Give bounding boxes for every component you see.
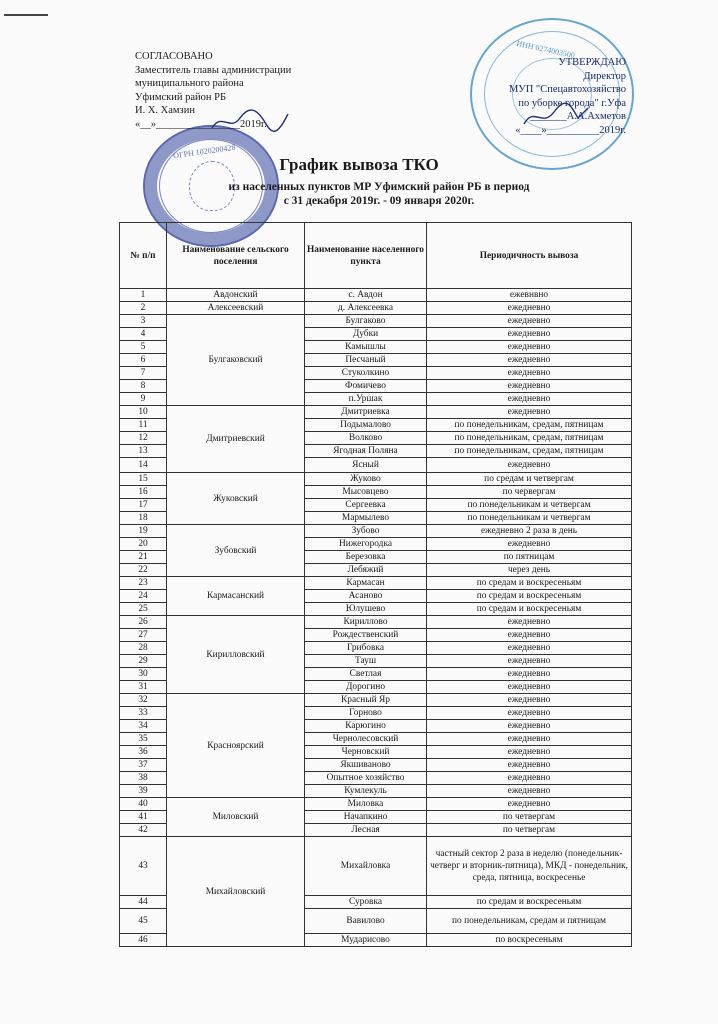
collection-frequency: ежедневно <box>427 733 632 746</box>
confirmation-heading: УТВЕРЖДАЮ <box>558 57 626 68</box>
locality-name: п.Уршак <box>305 393 427 406</box>
table-row <box>120 289 632 302</box>
schedule-table <box>119 222 632 947</box>
confirmation-position-line2: МУП "Спецавтохозяйство <box>508 84 626 96</box>
settlement-name: Кармасанский <box>167 577 305 616</box>
collection-frequency: ежедневно <box>427 458 632 473</box>
collection-frequency: по понедельникам, средам, пятницам <box>427 432 632 445</box>
collection-frequency: по средам и воскресеньям <box>427 896 632 909</box>
settlement-name: Жуковский <box>167 473 305 525</box>
subtitle-line1: из населенных пунктов МР Уфимский район РБ в период <box>228 181 530 193</box>
row-number: 37 <box>120 759 167 772</box>
settlement-name: Кирилловский <box>167 616 305 694</box>
row-number: 26 <box>120 616 167 629</box>
collection-frequency: ежедневно <box>427 380 632 393</box>
collection-frequency: по червергам <box>427 486 632 499</box>
row-number: 12 <box>120 432 167 445</box>
locality-name: Мармылево <box>305 512 427 525</box>
locality-name: Волково <box>305 432 427 445</box>
table-header-row <box>120 223 632 289</box>
row-number: 18 <box>120 512 167 525</box>
row-number: 7 <box>120 367 167 380</box>
table-row <box>120 473 632 486</box>
settlement-name: Авдонский <box>167 289 305 302</box>
collection-frequency: по четвергам <box>427 824 632 837</box>
confirmation-block <box>509 56 626 138</box>
seal-number: ОГРН 1020200428 <box>172 142 236 161</box>
collection-frequency: ежедневно <box>427 406 632 419</box>
row-number: 21 <box>120 551 167 564</box>
row-number: 9 <box>120 393 167 406</box>
locality-name: Ягодная Поляна <box>305 445 427 458</box>
collection-frequency: ежедневно <box>427 642 632 655</box>
collection-frequency: по средам и воскресеньям <box>427 590 632 603</box>
collection-frequency: через день <box>427 564 632 577</box>
seal-number: ИНН 0274003500 <box>515 38 576 61</box>
header-settlement: Наименование сельского поселения <box>167 223 305 289</box>
row-number: 10 <box>120 406 167 419</box>
settlement-name: Миловский <box>167 798 305 837</box>
locality-name: Черновский <box>305 746 427 759</box>
locality-name: Карюгино <box>305 720 427 733</box>
locality-name: Тауш <box>305 655 427 668</box>
collection-frequency: ежедневно <box>427 328 632 341</box>
locality-name: Миловка <box>305 798 427 811</box>
collection-frequency: ежедневно <box>427 785 632 798</box>
row-number: 8 <box>120 380 167 393</box>
table-row <box>120 837 632 896</box>
collection-frequency: по понедельникам, средам, пятницам <box>427 419 632 432</box>
row-number: 13 <box>120 445 167 458</box>
row-number: 23 <box>120 577 167 590</box>
row-number: 33 <box>120 707 167 720</box>
collection-frequency: по средам и воскресеньям <box>427 603 632 616</box>
collection-frequency: ежедневно <box>427 341 632 354</box>
table-body <box>120 289 632 947</box>
header-locality: Наименование населенного пункта <box>305 223 427 289</box>
locality-name: Кириллово <box>305 616 427 629</box>
locality-name: Мударисово <box>305 934 427 947</box>
locality-name: Чернолесовский <box>305 733 427 746</box>
collection-frequency: по четвергам <box>427 811 632 824</box>
locality-name: Юлушево <box>305 603 427 616</box>
confirmation-name: _______А.А.Ахметов <box>530 111 626 123</box>
collection-frequency: по средам и воскресеньям <box>427 577 632 590</box>
corner-mark <box>4 14 48 16</box>
row-number: 6 <box>120 354 167 367</box>
locality-name: Дорогино <box>305 681 427 694</box>
collection-frequency: ежедневно <box>427 798 632 811</box>
table-row <box>120 694 632 707</box>
collection-frequency: ежевнвно <box>427 289 632 302</box>
row-number: 14 <box>120 458 167 473</box>
locality-name: Мысовцево <box>305 486 427 499</box>
confirmation-date: «____»__________2019г. <box>515 124 626 136</box>
locality-name: с. Авдон <box>305 289 427 302</box>
locality-name: Нижегородка <box>305 538 427 551</box>
locality-name: Булгаково <box>305 315 427 328</box>
locality-name: Горново <box>305 707 427 720</box>
collection-frequency: ежедневно <box>427 746 632 759</box>
collection-frequency: ежедневно <box>427 315 632 328</box>
row-number: 41 <box>120 811 167 824</box>
row-number: 19 <box>120 525 167 538</box>
row-number: 3 <box>120 315 167 328</box>
header-frequency: Периодичность вывоза <box>427 223 632 289</box>
settlement-name: Зубовский <box>167 525 305 577</box>
row-number: 24 <box>120 590 167 603</box>
locality-name: Подымалово <box>305 419 427 432</box>
row-number: 16 <box>120 486 167 499</box>
settlement-name: Дмитриевский <box>167 406 305 473</box>
locality-name: Фомичево <box>305 380 427 393</box>
collection-frequency: ежедневно <box>427 354 632 367</box>
locality-name: Якшиваново <box>305 759 427 772</box>
locality-name: Березовка <box>305 551 427 564</box>
row-number: 39 <box>120 785 167 798</box>
table-row <box>120 577 632 590</box>
collection-frequency: по пятницам <box>427 551 632 564</box>
collection-frequency: по понедельникам, средам и пятницам <box>427 909 632 934</box>
locality-name: Начапкино <box>305 811 427 824</box>
collection-frequency: по понедельникам, средам, пятницам <box>427 445 632 458</box>
row-number: 11 <box>120 419 167 432</box>
row-number: 46 <box>120 934 167 947</box>
locality-name: Песчаный <box>305 354 427 367</box>
locality-name: Дмитриевка <box>305 406 427 419</box>
row-number: 40 <box>120 798 167 811</box>
approval-position-line1: Заместитель главы администрации <box>135 64 292 76</box>
row-number: 43 <box>120 837 167 896</box>
row-number: 5 <box>120 341 167 354</box>
row-number: 34 <box>120 720 167 733</box>
table-row <box>120 616 632 629</box>
locality-name: Светлая <box>305 668 427 681</box>
locality-name: Красный Яр <box>305 694 427 707</box>
settlement-name: Алексеевский <box>167 302 305 315</box>
locality-name: Стуколкино <box>305 367 427 380</box>
row-number: 4 <box>120 328 167 341</box>
row-number: 15 <box>120 473 167 486</box>
approval-position-line3: Уфимский район РБ <box>135 91 227 103</box>
subtitle-line2: с 31 декабря 2019г. - 09 января 2020г. <box>283 195 475 207</box>
confirmation-position-line1: Директор <box>583 70 626 82</box>
approval-date: «__»________________2019г. <box>135 118 267 130</box>
row-number: 30 <box>120 668 167 681</box>
collection-frequency: по понедельникам и четвергам <box>427 499 632 512</box>
locality-name: Лесная <box>305 824 427 837</box>
collection-frequency: ежедневно <box>427 668 632 681</box>
collection-frequency: ежедневно <box>427 393 632 406</box>
locality-name: Дубки <box>305 328 427 341</box>
locality-name: Камышлы <box>305 341 427 354</box>
settlement-name: Красноярский <box>167 694 305 798</box>
collection-frequency: ежедневно <box>427 302 632 315</box>
collection-frequency: ежедневно <box>427 759 632 772</box>
locality-name: Кармасан <box>305 577 427 590</box>
collection-frequency: по понедельникам и четвергам <box>427 512 632 525</box>
collection-frequency: ежедневно <box>427 694 632 707</box>
header-number: № п/п <box>120 223 167 289</box>
row-number: 38 <box>120 772 167 785</box>
locality-name: Грибовка <box>305 642 427 655</box>
table-row <box>120 302 632 315</box>
collection-frequency: по воскресеньям <box>427 934 632 947</box>
document-subtitle <box>0 180 718 208</box>
approval-block <box>135 50 291 132</box>
locality-name: Опытное хозяйство <box>305 772 427 785</box>
approval-name: И. Х. Хамзин <box>135 105 195 117</box>
locality-name: Суровка <box>305 896 427 909</box>
table-row <box>120 525 632 538</box>
row-number: 31 <box>120 681 167 694</box>
row-number: 2 <box>120 302 167 315</box>
locality-name: Ясный <box>305 458 427 473</box>
collection-frequency: ежедневно 2 раза в день <box>427 525 632 538</box>
locality-name: Вавилово <box>305 909 427 934</box>
locality-name: Жуково <box>305 473 427 486</box>
collection-frequency: ежедневно <box>427 629 632 642</box>
approval-heading: СОГЛАСОВАНО <box>135 51 213 62</box>
locality-name: Кумлекуль <box>305 785 427 798</box>
collection-frequency: по средам и четвергам <box>427 473 632 486</box>
collection-frequency: ежедневно <box>427 772 632 785</box>
row-number: 44 <box>120 896 167 909</box>
collection-frequency: ежедневно <box>427 720 632 733</box>
collection-frequency: ежедневно <box>427 707 632 720</box>
document-title: График вывоза ТКО <box>279 155 439 174</box>
confirmation-position-line3: по уборке города" г.Уфа <box>518 97 626 109</box>
collection-frequency: частный сектор 2 раза в неделю (понедельник-четверг и вторник-пятница), МКД - понедельник, среда, пятница, воскресенье <box>427 837 632 896</box>
collection-frequency: ежедневно <box>427 681 632 694</box>
row-number: 27 <box>120 629 167 642</box>
locality-name: Зубово <box>305 525 427 538</box>
settlement-name: Михайловский <box>167 837 305 947</box>
locality-name: Сергеевка <box>305 499 427 512</box>
locality-name: Михайловка <box>305 837 427 896</box>
locality-name: Рождественский <box>305 629 427 642</box>
table-row <box>120 798 632 811</box>
collection-frequency: ежедневно <box>427 367 632 380</box>
locality-name: д. Алексеевка <box>305 302 427 315</box>
row-number: 25 <box>120 603 167 616</box>
locality-name: Асаново <box>305 590 427 603</box>
collection-frequency: ежедневно <box>427 538 632 551</box>
row-number: 28 <box>120 642 167 655</box>
collection-frequency: ежедневно <box>427 655 632 668</box>
row-number: 1 <box>120 289 167 302</box>
row-number: 45 <box>120 909 167 934</box>
settlement-name: Булгаковский <box>167 315 305 406</box>
row-number: 32 <box>120 694 167 707</box>
row-number: 22 <box>120 564 167 577</box>
collection-frequency: ежедневно <box>427 616 632 629</box>
row-number: 35 <box>120 733 167 746</box>
row-number: 17 <box>120 499 167 512</box>
table-row <box>120 406 632 419</box>
table-row <box>120 315 632 328</box>
locality-name: Лебяжий <box>305 564 427 577</box>
row-number: 36 <box>120 746 167 759</box>
approval-position-line2: муниципального района <box>135 78 244 90</box>
row-number: 29 <box>120 655 167 668</box>
row-number: 20 <box>120 538 167 551</box>
row-number: 42 <box>120 824 167 837</box>
